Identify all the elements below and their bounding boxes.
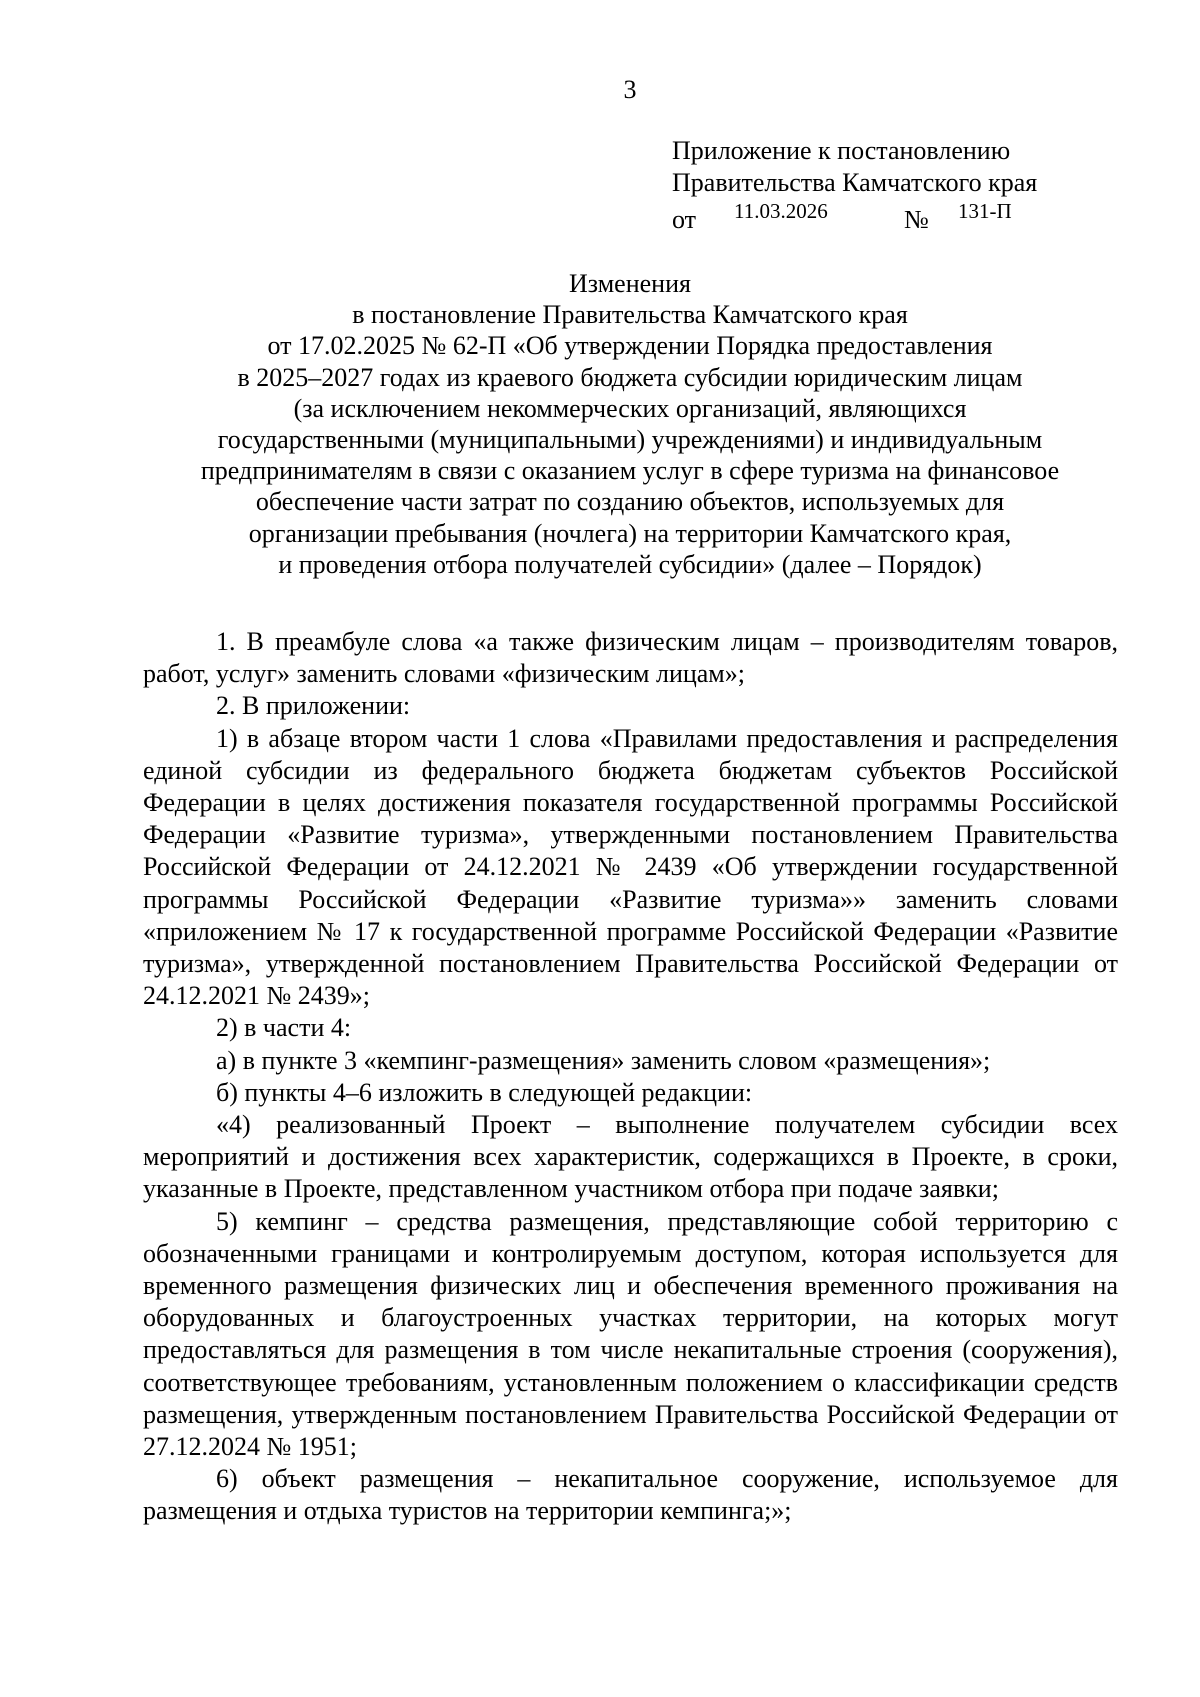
- appendix-line-2: Правительства Камчатского края: [672, 168, 1038, 197]
- paragraph: 6) объект размещения – некапитальное сооружение, используемое для размещения и отдыха туристов на территории кемпинга;»;: [143, 1464, 1118, 1526]
- appendix-date-row: [672, 199, 1037, 234]
- paragraph: 1. В преамбуле слова «а также физическим лицам – производителям товаров, работ, услуг» заменить словами «физическим лицам»;: [143, 627, 1118, 689]
- title-line: предпринимателям в связи с оказанием услуг в сфере туризма на финансовое: [200, 456, 1060, 486]
- paragraph: 2) в части 4:: [216, 1013, 352, 1043]
- resolution-number: 131-П: [958, 199, 1012, 223]
- resolution-date: 11.03.2026: [734, 199, 828, 223]
- title-line: (за исключением некоммерческих организаций, являющихся: [293, 393, 967, 423]
- document-body: [143, 626, 1118, 1528]
- appendix-line-1: Приложение к постановлению: [672, 136, 1011, 165]
- paragraph: 2. В приложении:: [216, 691, 411, 721]
- title-line: и проведения отбора получателей субсидии» (далее – Порядок): [278, 549, 982, 579]
- title-line: в постановление Правительства Камчатского края: [352, 300, 908, 330]
- document-title: [140, 268, 1120, 580]
- paragraph: 1) в абзаце втором части 1 слова «Правилами предоставления и распределения единой субсидии из федерального бюджета бюджетам субъектов Российской Федерации в целях достижения показателя государственной программы Российской Федерации «Развитие туризма», утвержденными постановлением Правительства Российской Федерации от 24.12.2021 № 2439 «Об утверждении государственной программы Российской Федерации «Развитие туризма»» заменить словами «приложением № 17 к государственной программе Российской Федерации «Развитие туризма», утвержденной постановлением Правительства Российской Федерации от 24.12.2021 № 2439»;: [143, 723, 1118, 1011]
- title-line: организации пребывания (ночлега) на территории Камчатского края,: [248, 518, 1012, 548]
- title-line: обеспечение части затрат по созданию объектов, используемых для: [255, 487, 1005, 517]
- paragraph: б) пункты 4–6 изложить в следующей редакции:: [216, 1077, 753, 1107]
- number-label: №: [904, 205, 929, 234]
- page-number: 3: [623, 75, 637, 104]
- title-line: от 17.02.2025 № 62-П «Об утверждении Порядка предоставления: [267, 331, 993, 361]
- paragraph: а) в пункте 3 «кемпинг-размещения» заменить словом «размещения»;: [216, 1045, 991, 1075]
- paragraph: «4) реализованный Проект – выполнение получателем субсидии всех мероприятий и достижения всех характеристик, содержащихся в Проекте, в сроки, указанные в Проекте, представленном участником отбора при подаче заявки;: [143, 1110, 1118, 1204]
- title-line: государственными (муниципальными) учреждениями) и индивидуальным: [217, 425, 1043, 455]
- title-line: Изменения: [569, 269, 691, 298]
- paragraph: 5) кемпинг – средства размещения, представляющие собой территорию с обозначенными границами и контролируемым доступом, которая используется для временного размещения физических лиц и обеспечения временного проживания на оборудованных и благоустроенных участках территории, на которых могут предоставляться для размещения в том числе некапитальные строения (сооружения), соответствующее требованиям, установленным положением о классификации средств размещения, утвержденным постановлением Правительства Российской Федерации от 27.12.2024 № 1951;: [143, 1206, 1118, 1462]
- from-label: от: [672, 205, 697, 234]
- title-line: в 2025–2027 годах из краевого бюджета субсидии юридическим лицам: [237, 362, 1023, 392]
- appendix-header: [672, 135, 1038, 234]
